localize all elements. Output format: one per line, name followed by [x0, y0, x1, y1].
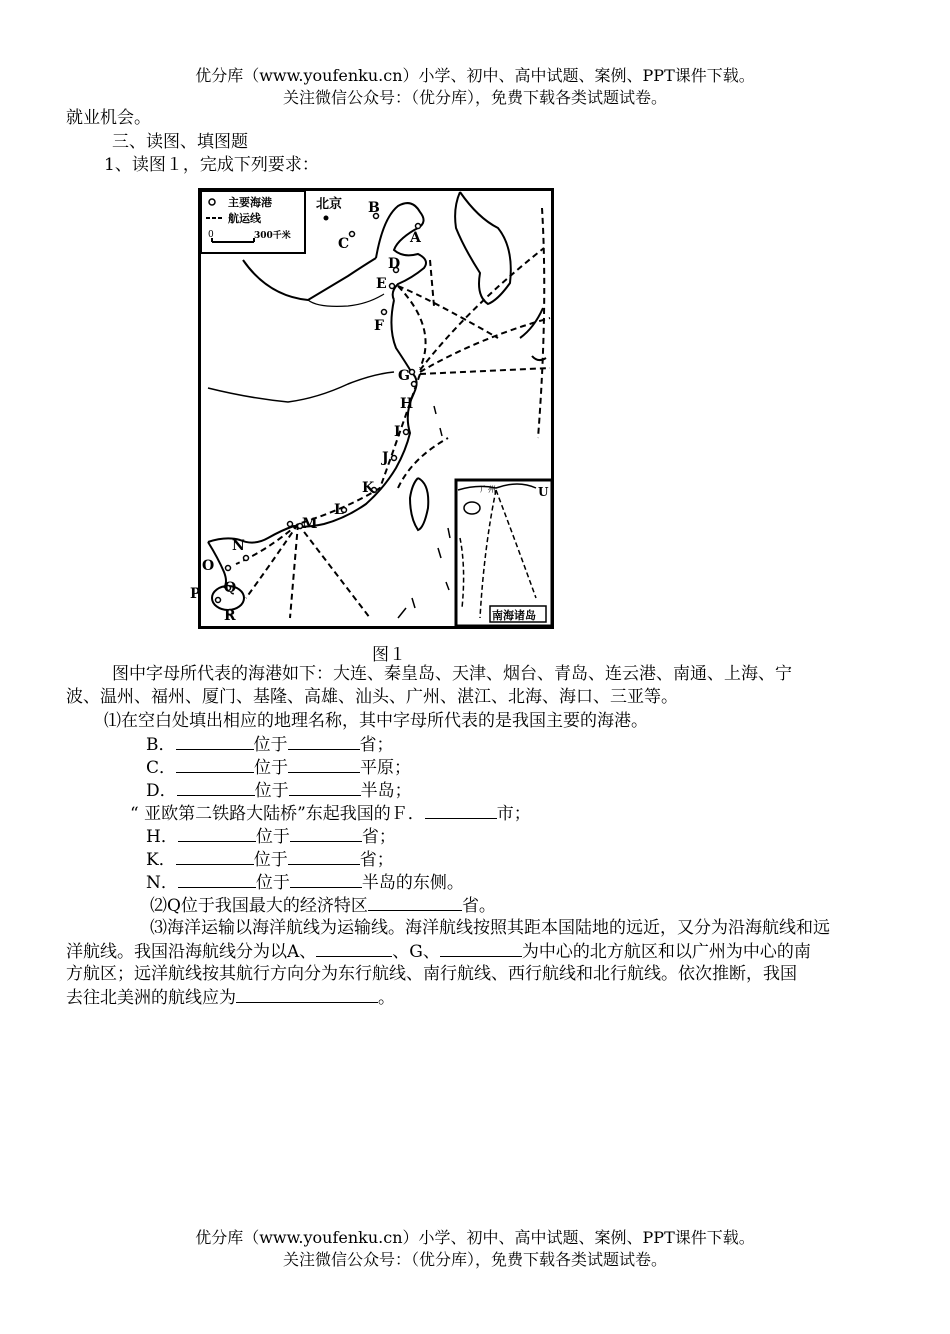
- blank-h-port[interactable]: [178, 825, 256, 842]
- blank-north-center-2[interactable]: [440, 940, 522, 957]
- ports-text-1: 图中字母所代表的海港如下：大连、秦皇岛、天津、烟台、青岛、连云港、南通、上海、宁: [112, 664, 792, 684]
- port-letter-P: P: [190, 586, 201, 602]
- blank-north-center-1[interactable]: [316, 940, 392, 957]
- blank-d-peninsula[interactable]: [289, 779, 361, 796]
- port-letter-R: R: [224, 608, 236, 624]
- question-1-2: ⑵Q位于我国最大的经济特区 省。: [150, 896, 496, 916]
- inset-letter-U: U: [538, 485, 549, 499]
- question-1-3-line-3: 方航区；远洋航线按其航行方向分为东行航线、南行航线、西行航线和北行航线。依次推断，我国: [66, 964, 797, 984]
- port-letter-G: G: [398, 368, 410, 384]
- port-letter-E: E: [376, 276, 387, 292]
- legend-scale-km: 300千米: [254, 231, 291, 241]
- beijing-label: 北京: [316, 197, 343, 212]
- port-letter-M: M: [302, 516, 318, 532]
- port-letter-D: D: [388, 256, 401, 272]
- blank-k-province[interactable]: [288, 848, 360, 865]
- item-b: B． 位于 省；: [146, 735, 394, 755]
- port-letter-J: J: [382, 450, 389, 466]
- blank-n-port[interactable]: [178, 871, 256, 888]
- blank-d-port[interactable]: [177, 779, 255, 796]
- blank-k-port[interactable]: [176, 848, 254, 865]
- port-letter-I: I: [394, 424, 401, 440]
- blank-n-peninsula[interactable]: [290, 871, 362, 888]
- port-letter-N: N: [232, 538, 245, 554]
- blank-h-province[interactable]: [290, 825, 362, 842]
- question-1-3-line-2: 洋航线。我国沿海航线分为以A、 、G、 为中心的北方航区和以广州为中心的南: [66, 942, 811, 962]
- ports-text-2: 波、温州、福州、厦门、基隆、高雄、汕头、广州、湛江、北海、海口、三亚等。: [66, 687, 678, 707]
- item-k: K． 位于 省；: [146, 850, 394, 870]
- item-c: C． 位于 平原；: [146, 758, 412, 778]
- question-1-1: ⑴在空白处填出相应的地理名称，其中字母所代表的是我国主要的海港。: [104, 711, 648, 731]
- legend-scale-zero: 0: [208, 230, 214, 240]
- footer-line-1: 优分库（www.youfenku.cn）小学、初中、高中试题、案例、PPT课件下载。: [195, 1228, 755, 1247]
- blank-c-port[interactable]: [176, 756, 254, 773]
- port-letter-Q: Q: [224, 580, 237, 596]
- port-letter-O: O: [202, 558, 215, 574]
- legend-route-label: 航运线: [228, 212, 261, 225]
- item-d: D． 位于 半岛；: [146, 781, 412, 801]
- inset-city-label: 广州: [480, 485, 496, 494]
- header-line-1: 优分库（www.youfenku.cn）小学、初中、高中试题、案例、PPT课件下载。: [195, 66, 755, 85]
- header-line-2: 关注微信公众号：（优分库），免费下载各类试题试卷。: [282, 88, 667, 107]
- blank-b-province[interactable]: [288, 733, 360, 750]
- blank-c-plain[interactable]: [288, 756, 360, 773]
- footer-line-2: 关注微信公众号：（优分库），免费下载各类试题试卷。: [282, 1250, 667, 1269]
- port-letter-A: A: [410, 230, 421, 246]
- section-title: 三、读图、填图题: [112, 132, 248, 152]
- item-n: N． 位于 半岛的东侧。: [146, 873, 464, 893]
- blank-north-america-route[interactable]: [236, 986, 378, 1003]
- port-letter-L: L: [334, 502, 344, 518]
- blank-f-city[interactable]: [425, 802, 497, 819]
- intro-tail: 就业机会。: [66, 108, 151, 128]
- question-1: 1、读图１，完成下列要求：: [104, 155, 319, 175]
- inset-south-china-sea-islands: 南海诸岛: [492, 609, 536, 622]
- question-1-3-line-4: 去往北美洲的航线应为 。: [66, 988, 395, 1008]
- item-h: H． 位于 省；: [146, 827, 396, 847]
- beijing-dot: [324, 216, 329, 221]
- port-letter-K: K: [362, 480, 375, 496]
- port-letter-H: H: [400, 396, 414, 412]
- blank-q-province[interactable]: [368, 894, 462, 911]
- item-f: “ 亚欧第二铁路大陆桥”东起我国的Ｆ． 市；: [130, 804, 531, 824]
- figure-caption: 图１: [372, 645, 406, 665]
- blank-b-port[interactable]: [176, 733, 254, 750]
- port-letter-B: B: [368, 200, 380, 216]
- china-ports-map: [190, 188, 554, 630]
- legend-port-label: 主要海港: [228, 196, 272, 209]
- port-letter-F: F: [374, 318, 384, 334]
- question-1-3-line-1: ⑶海洋运输以海洋航线为运输线。海洋航线按照其距本国陆地的远近，又分为沿海航线和远: [150, 918, 830, 938]
- port-letter-C: C: [338, 236, 350, 252]
